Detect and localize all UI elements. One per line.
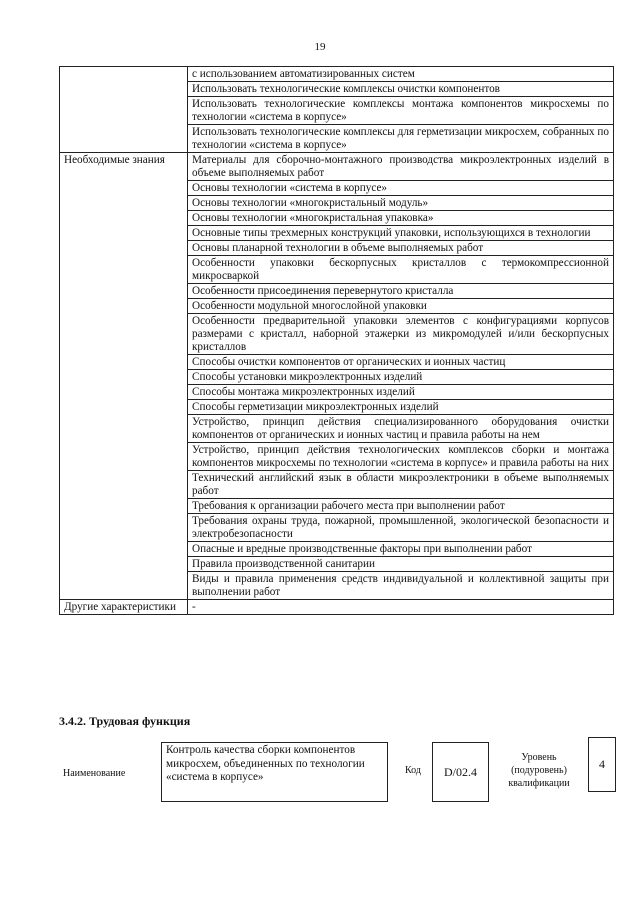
row-text: Основы технологии «многокристальный модуль» <box>188 196 614 211</box>
row-text: Основы технологии «система в корпусе» <box>188 181 614 196</box>
row-text: Использовать технологические комплексы очистки компонентов <box>188 82 614 97</box>
row-text: Требования охраны труда, пожарной, промышленной, экологической безопасности и электробезопасности <box>188 514 614 542</box>
table-row <box>60 600 614 615</box>
row-text: Особенности присоединения перевернутого кристалла <box>188 284 614 299</box>
competency-table <box>59 66 614 615</box>
row-text: Особенности упаковки бескорпусных кристаллов с термокомпрессионной микросваркой <box>188 256 614 284</box>
row-text: Основы планарной технологии в объеме выполняемых работ <box>188 241 614 256</box>
row-text: Способы установки микроэлектронных изделий <box>188 370 614 385</box>
page-number: 19 <box>314 41 326 53</box>
level-value: 4 <box>588 737 616 792</box>
row-text: Использовать технологические комплексы для герметизации микросхем, собранных по технологии «система в корпусе» <box>188 125 614 153</box>
row-text: Способы монтажа микроэлектронных изделий <box>188 385 614 400</box>
row-text: Требования к организации рабочего места при выполнении работ <box>188 499 614 514</box>
row-text: Правила производственной санитарии <box>188 557 614 572</box>
row-text: Материалы для сборочно-монтажного производства микроэлектронных изделий в объеме выполняемых работ <box>188 153 614 181</box>
row-text: Технический английский язык в области микроэлектроники в объеме выполняемых работ <box>188 471 614 499</box>
code-value: D/02.4 <box>432 742 489 802</box>
other-characteristics-label: Другие характеристики <box>60 600 188 615</box>
required-knowledge-label: Необходимые знания <box>60 153 188 600</box>
section-title: 3.4.2. Трудовая функция <box>59 714 191 728</box>
table-row <box>60 67 614 82</box>
level-label: Уровень (подуровень) квалификации <box>508 752 570 789</box>
row-text: Устройство, принцип действия технологических комплексов сборки и монтажа компонентов микросхемы по технологии «система в корпусе» и правила работы на них <box>188 443 614 471</box>
row-text: Особенности модульной многослойной упаковки <box>188 299 614 314</box>
row-text: Использовать технологические комплексы монтажа компонентов микросхемы по технологии «система в корпусе» <box>188 97 614 125</box>
row-text: Виды и правила применения средств индивидуальной и коллективной защиты при выполнении работ <box>188 572 614 600</box>
table-row <box>60 153 614 181</box>
row-text: - <box>188 600 614 615</box>
code-label: Код <box>405 765 421 776</box>
name-value: Контроль качества сборки компонентов микросхем, объединенных по технологии «система в корпусе» <box>161 742 388 802</box>
competency-table-body <box>60 67 614 615</box>
row-text: с использованием автоматизированных систем <box>188 67 614 82</box>
row-text: Способы очистки компонентов от органических и ионных частиц <box>188 355 614 370</box>
row-text: Устройство, принцип действия специализированного оборудования очистки компонентов от органических и ионных частиц и правила работы на нем <box>188 415 614 443</box>
row-label <box>60 67 188 153</box>
labor-function-block <box>0 733 640 805</box>
name-label: Наименование <box>63 768 126 779</box>
row-text: Основные типы трехмерных конструкций упаковки, использующихся в технологии <box>188 226 614 241</box>
row-text: Основы технологии «многокристальная упаковка» <box>188 211 614 226</box>
row-text: Опасные и вредные производственные факторы при выполнении работ <box>188 542 614 557</box>
row-text: Особенности предварительной упаковки элементов с конфигурациями корпусов размерами с кристалл, наборной этажерки из микромодулей и/или бескорпусных кристаллов <box>188 314 614 355</box>
row-text: Способы герметизации микроэлектронных изделий <box>188 400 614 415</box>
